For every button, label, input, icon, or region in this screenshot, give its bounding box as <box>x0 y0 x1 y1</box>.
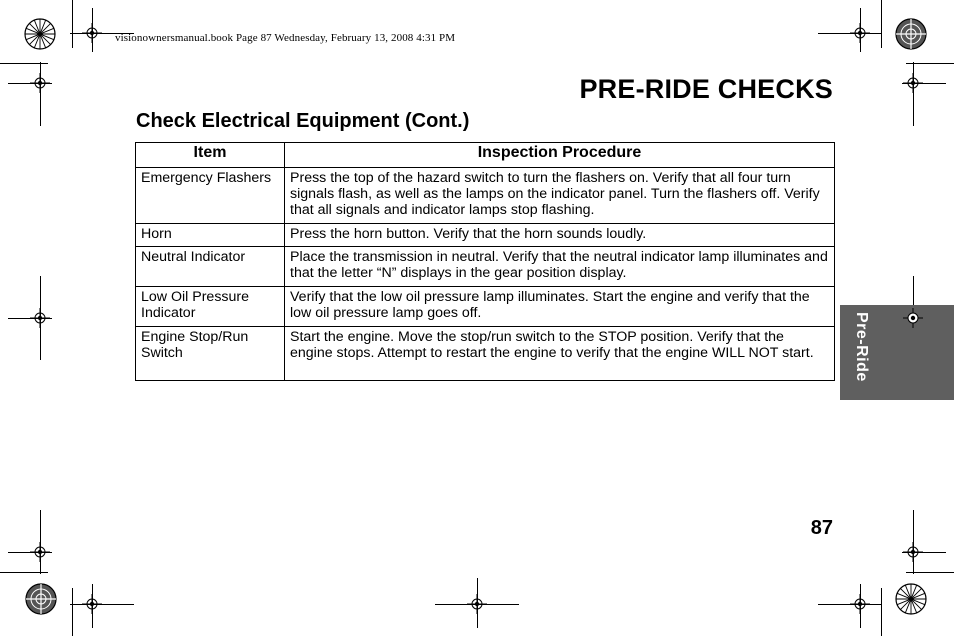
reg-line <box>8 83 52 84</box>
procedure-cell: Press the top of the hazard switch to turn the flashers on. Verify that all four turn signals flash, as well as the lamps on the indicator panel. Turn the flashers off. Verify that all signals and indicator lamps stop flashing. <box>285 168 835 224</box>
crop-line-top-left-v <box>72 0 73 48</box>
starburst-icon <box>895 583 927 615</box>
procedure-cell: Press the horn button. Verify that the horn sounds loudly. <box>285 224 835 247</box>
table-row <box>136 287 835 327</box>
reg-line <box>913 510 914 574</box>
reg-line <box>8 552 52 553</box>
item-cell: Low Oil Pressure Indicator <box>136 287 285 327</box>
reg-line <box>860 8 861 52</box>
table-row <box>136 224 835 247</box>
procedure-cell: Place the transmission in neutral. Verify that the neutral indicator lamp illuminates and that the letter “N” displays in the gear position display. <box>285 247 835 287</box>
table-row <box>136 247 835 287</box>
procedure-cell: Start the engine. Move the stop/run switch to the STOP position. Verify that the engine stops. Attempt to restart the engine to verify that the engine WILL NOT start. <box>285 327 835 381</box>
table-row <box>136 168 835 224</box>
procedure-cell: Verify that the low oil pressure lamp illuminates. Start the engine and verify that the low oil pressure lamp goes off. <box>285 287 835 327</box>
checker-target-icon <box>895 18 927 50</box>
starburst-icon <box>24 18 56 50</box>
item-cell: Emergency Flashers <box>136 168 285 224</box>
reg-line <box>40 510 41 574</box>
reg-line <box>902 552 946 553</box>
item-cell: Neutral Indicator <box>136 247 285 287</box>
inspection-table <box>135 142 835 381</box>
reg-line <box>477 578 478 628</box>
crop-line-bottom-left-v <box>72 588 73 636</box>
section-title: Check Electrical Equipment (Cont.) <box>136 110 470 132</box>
page-title: PRE-RIDE CHECKS <box>579 74 833 104</box>
column-header-procedure: Inspection Procedure <box>285 143 835 168</box>
column-header-item: Item <box>136 143 285 168</box>
reg-line <box>40 62 41 126</box>
print-header-info: visionownersmanual.book Page 87 Wednesday, February 13, 2008 4:31 PM <box>115 32 456 44</box>
page-number: 87 <box>810 517 833 539</box>
item-cell: Horn <box>136 224 285 247</box>
reg-line <box>435 604 519 605</box>
reg-line <box>913 62 914 126</box>
table-header-row <box>136 143 835 168</box>
crop-line-bottom-right-v <box>881 588 882 636</box>
reg-line <box>8 318 52 319</box>
item-cell: Engine Stop/Run Switch <box>136 327 285 381</box>
reg-line <box>92 584 93 628</box>
reg-line <box>860 584 861 628</box>
reg-line <box>70 604 134 605</box>
checker-target-icon <box>25 583 57 615</box>
reg-line <box>92 8 93 52</box>
registration-mark-icon <box>903 308 923 328</box>
reg-line <box>902 83 946 84</box>
reg-line <box>818 33 882 34</box>
section-tab-label: Pre-Ride <box>853 312 870 382</box>
table-row <box>136 327 835 381</box>
reg-line <box>818 604 882 605</box>
crop-line-top-right-v <box>881 0 882 48</box>
